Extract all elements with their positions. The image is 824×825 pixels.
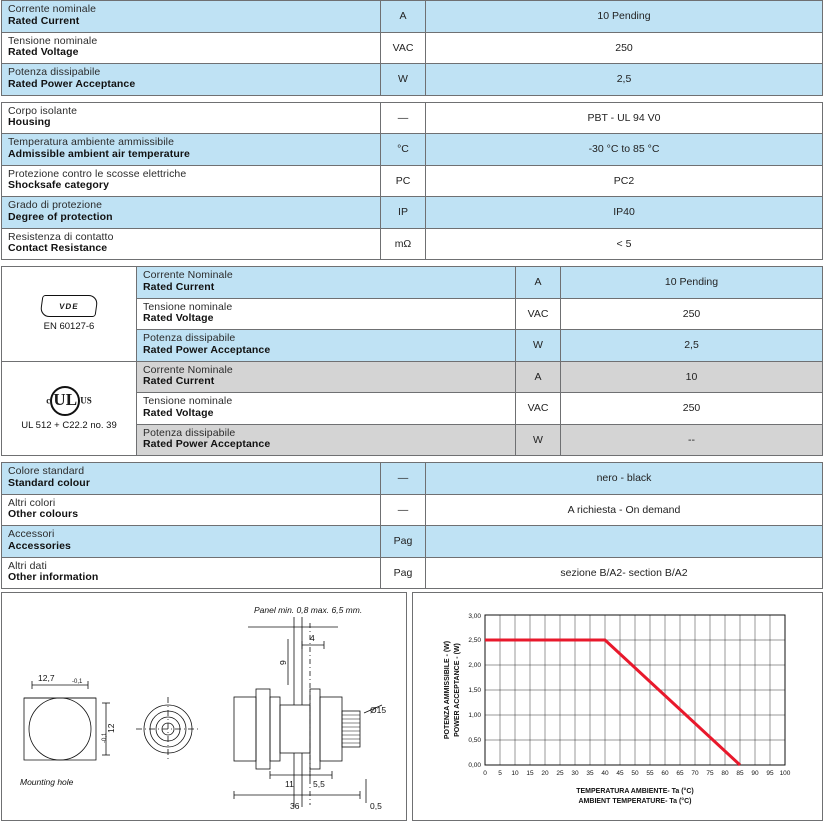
y-tick: 2,50 bbox=[468, 637, 481, 644]
label-en: Other information bbox=[8, 571, 99, 584]
row-unit: Pag bbox=[381, 557, 426, 589]
y-axis-label-it: POTENZA AMMISSIBILE - (W) bbox=[444, 640, 451, 740]
x-tick: 50 bbox=[631, 770, 639, 777]
label-it: Corpo isolante bbox=[8, 104, 78, 117]
table-row bbox=[2, 267, 823, 299]
table-row bbox=[2, 463, 823, 495]
row-unit: VAC bbox=[516, 393, 561, 425]
table-row bbox=[2, 165, 823, 197]
table-row bbox=[2, 197, 823, 229]
table-row bbox=[2, 557, 823, 589]
row-value: 10 bbox=[561, 361, 823, 393]
row-value: A richiesta - On demand bbox=[426, 494, 823, 526]
table-row bbox=[2, 32, 823, 64]
label-it: Potenza dissipabile bbox=[143, 426, 236, 439]
label-en: Rated Power Acceptance bbox=[143, 343, 271, 356]
dim-9: 9 bbox=[278, 660, 288, 665]
table-row bbox=[2, 494, 823, 526]
row-value: IP40 bbox=[426, 197, 823, 229]
label-it: Temperatura ambiente ammissibile bbox=[8, 136, 175, 148]
table-row bbox=[2, 526, 823, 558]
label-en: Shocksafe category bbox=[8, 179, 110, 192]
cert-standard-name: UL 512 + C22.2 no. 39 bbox=[21, 419, 117, 431]
label-it: Potenza dissipabile bbox=[8, 66, 101, 78]
row-value: -- bbox=[561, 424, 823, 456]
row-unit: VAC bbox=[516, 298, 561, 330]
table-body bbox=[2, 267, 823, 456]
y-tick: 1,50 bbox=[468, 687, 481, 694]
row-value: nero - black bbox=[426, 463, 823, 495]
x-tick: 20 bbox=[541, 770, 549, 777]
row-label bbox=[137, 298, 516, 330]
dim-5-5: 5,5 bbox=[313, 779, 325, 789]
row-value: 2,5 bbox=[426, 64, 823, 96]
row-value: 2,5 bbox=[561, 330, 823, 362]
row-label bbox=[137, 361, 516, 393]
table-body bbox=[2, 102, 823, 260]
label-it: Corrente Nominale bbox=[143, 363, 233, 376]
row-unit: Pag bbox=[381, 526, 426, 558]
dim-4: 4 bbox=[310, 633, 315, 643]
row-value: 250 bbox=[561, 298, 823, 330]
ul-mark-icon: c UL US bbox=[4, 386, 134, 416]
dim-12-7-tol: -0,1 bbox=[72, 679, 83, 685]
y-axis-label-en: POWER ACCEPTANCE - (W) bbox=[454, 643, 461, 737]
row-label bbox=[2, 64, 381, 96]
label-en: Rated Power Acceptance bbox=[143, 438, 271, 451]
row-unit: VAC bbox=[381, 32, 426, 64]
panel-note: Panel min. 0,8 max. 6,5 mm. bbox=[254, 605, 363, 615]
row-unit: — bbox=[381, 494, 426, 526]
table-approvals bbox=[1, 266, 823, 456]
table-row bbox=[2, 64, 823, 96]
label-it: Tensione nominale bbox=[8, 34, 98, 47]
x-tick: 10 bbox=[511, 770, 519, 777]
row-label bbox=[2, 1, 381, 33]
derating-chart bbox=[413, 593, 822, 820]
label-it: Tensione nominale bbox=[143, 300, 233, 313]
table-colours-and-info bbox=[1, 462, 823, 589]
label-it: Accessori bbox=[8, 528, 55, 540]
label-en: Other colours bbox=[8, 508, 79, 521]
x-tick: 85 bbox=[736, 770, 744, 777]
row-value: 250 bbox=[426, 32, 823, 64]
derating-chart-panel bbox=[412, 592, 823, 821]
y-tick: 3,00 bbox=[468, 613, 481, 620]
label-en: Accessories bbox=[8, 539, 71, 552]
table-row bbox=[2, 228, 823, 260]
table-body bbox=[2, 1, 823, 96]
row-value: 250 bbox=[561, 393, 823, 425]
table-construction bbox=[1, 102, 823, 261]
row-label bbox=[2, 197, 381, 229]
row-unit: °C bbox=[381, 134, 426, 166]
label-en: Rated Voltage bbox=[143, 406, 214, 419]
row-unit: IP bbox=[381, 197, 426, 229]
row-label bbox=[2, 134, 381, 166]
label-en: Degree of protection bbox=[8, 210, 113, 223]
cert-standard-name: EN 60127-6 bbox=[43, 321, 95, 333]
chart-container bbox=[413, 593, 822, 820]
x-tick: 90 bbox=[751, 770, 759, 777]
label-en: Contact Resistance bbox=[8, 242, 108, 255]
row-label bbox=[2, 165, 381, 197]
row-label bbox=[2, 494, 381, 526]
row-label bbox=[137, 330, 516, 362]
x-tick: 25 bbox=[556, 770, 564, 777]
dim-12: 12 bbox=[106, 723, 116, 733]
vde-mark-icon: VDE bbox=[39, 295, 98, 317]
label-en: Admissible ambient air temperature bbox=[8, 147, 190, 160]
x-tick: 65 bbox=[676, 770, 684, 777]
x-tick: 45 bbox=[616, 770, 624, 777]
label-en: Rated Current bbox=[143, 375, 215, 388]
x-tick: 35 bbox=[586, 770, 594, 777]
row-label bbox=[2, 557, 381, 589]
x-tick: 60 bbox=[661, 770, 669, 777]
label-it: Altri colori bbox=[8, 496, 56, 509]
label-en: Standard colour bbox=[8, 476, 91, 489]
x-tick: 95 bbox=[766, 770, 774, 777]
dim-12-7: 12,7 bbox=[38, 673, 55, 683]
row-value: < 5 bbox=[426, 228, 823, 260]
table-row bbox=[2, 1, 823, 33]
x-tick: 55 bbox=[646, 770, 654, 777]
label-it: Corrente Nominale bbox=[143, 269, 233, 281]
y-tick: 0,00 bbox=[468, 762, 481, 769]
row-label bbox=[2, 526, 381, 558]
table-rated-values bbox=[1, 0, 823, 96]
label-en: Rated Current bbox=[8, 14, 80, 27]
dim-diam-15: Ø15 bbox=[370, 705, 387, 715]
label-it: Potenza dissipabile bbox=[143, 332, 236, 344]
label-it: Resistenza di contatto bbox=[8, 230, 114, 243]
x-axis-label-it: TEMPERATURA AMBIENTE- Ta (°C) bbox=[576, 788, 694, 795]
label-it: Altri dati bbox=[8, 559, 47, 572]
label-en: Rated Voltage bbox=[8, 46, 79, 59]
x-tick: 15 bbox=[526, 770, 534, 777]
row-unit: W bbox=[381, 64, 426, 96]
cert-ul bbox=[2, 361, 137, 456]
row-value: 10 Pending bbox=[426, 1, 823, 33]
row-value: 10 Pending bbox=[561, 267, 823, 299]
dimensional-drawing bbox=[2, 593, 406, 820]
mounting-hole-label: Mounting hole bbox=[20, 777, 74, 787]
dimensional-drawing-panel bbox=[1, 592, 407, 821]
x-tick: 5 bbox=[498, 770, 502, 777]
label-en: Rated Voltage bbox=[143, 312, 214, 325]
label-en: Rated Power Acceptance bbox=[8, 77, 136, 90]
row-label bbox=[137, 424, 516, 456]
dim-11: 11 bbox=[285, 779, 294, 789]
x-tick: 80 bbox=[721, 770, 729, 777]
label-it: Corrente nominale bbox=[8, 3, 97, 15]
row-unit: A bbox=[516, 267, 561, 299]
table-body bbox=[2, 463, 823, 589]
row-unit: W bbox=[516, 424, 561, 456]
label-it: Grado di protezione bbox=[8, 199, 103, 211]
row-unit: W bbox=[516, 330, 561, 362]
row-label bbox=[137, 267, 516, 299]
x-tick: 40 bbox=[601, 770, 609, 777]
row-label bbox=[2, 102, 381, 134]
row-value: -30 °C to 85 °C bbox=[426, 134, 823, 166]
row-unit: A bbox=[516, 361, 561, 393]
dim-36: 36 bbox=[290, 801, 300, 811]
y-tick: 1,00 bbox=[468, 712, 481, 719]
cert-vde bbox=[2, 267, 137, 362]
dim-12-tol: -0,1 bbox=[102, 732, 108, 743]
dim-0-5: 0,5 bbox=[370, 801, 382, 811]
row-label bbox=[2, 228, 381, 260]
x-tick: 0 bbox=[483, 770, 487, 777]
x-tick: 75 bbox=[706, 770, 714, 777]
x-tick: 30 bbox=[571, 770, 579, 777]
x-axis-label-en: AMBIENT TEMPERATURE- Ta (°C) bbox=[578, 798, 692, 805]
row-unit: A bbox=[381, 1, 426, 33]
row-value: sezione B/A2- section B/A2 bbox=[426, 557, 823, 589]
y-tick: 2,00 bbox=[468, 662, 481, 669]
row-label bbox=[2, 463, 381, 495]
row-unit: — bbox=[381, 463, 426, 495]
label-it: Tensione nominale bbox=[143, 395, 233, 407]
label-en: Housing bbox=[8, 116, 51, 129]
row-label bbox=[137, 393, 516, 425]
row-value: PC2 bbox=[426, 165, 823, 197]
table-row bbox=[2, 134, 823, 166]
row-unit: mΩ bbox=[381, 228, 426, 260]
table-row bbox=[2, 102, 823, 134]
row-label bbox=[2, 32, 381, 64]
label-en: Rated Current bbox=[143, 280, 215, 293]
y-tick: 0,50 bbox=[468, 737, 481, 744]
row-value bbox=[426, 526, 823, 558]
row-unit: — bbox=[381, 102, 426, 134]
x-tick: 70 bbox=[691, 770, 699, 777]
label-it: Colore standard bbox=[8, 465, 85, 477]
label-it: Protezione contro le scosse elettriche bbox=[8, 167, 187, 180]
row-unit: PC bbox=[381, 165, 426, 197]
x-tick: 100 bbox=[779, 770, 791, 777]
bottom-panels bbox=[1, 592, 823, 823]
row-value: PBT - UL 94 V0 bbox=[426, 102, 823, 134]
table-row bbox=[2, 361, 823, 393]
